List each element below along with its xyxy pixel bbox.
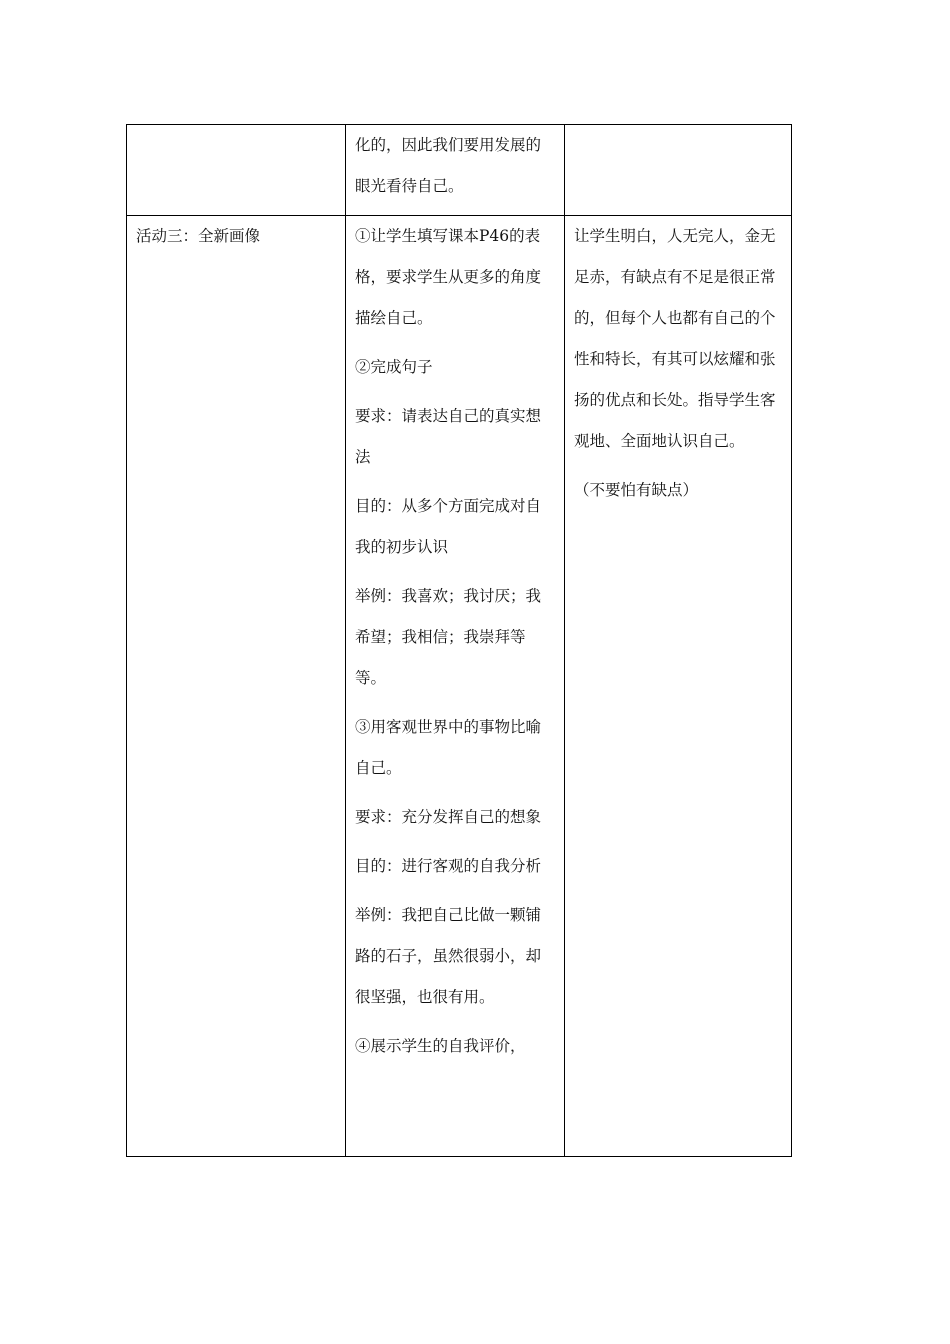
intent-cell [565,216,792,1157]
table-row [127,125,792,216]
process-step: 要求：请表达自己的真实想法 [355,407,542,466]
process-step: 目的：进行客观的自我分析 [355,857,542,875]
process-step: 要求：充分发挥自己的想象 [355,808,542,826]
process-step: 举例：我把自己比做一颗铺路的石子，虽然很弱小，却很坚强，也很有用。 [355,906,542,1006]
activity-name: 活动三：全新画像 [136,227,261,245]
process-step: ②完成句子 [355,358,433,376]
process-step: ①让学生填写课本P46的表格，要求学生从更多的角度描绘自己。 [355,227,542,327]
intent-note: （不要怕有缺点） [574,481,699,499]
table-row [127,216,792,1157]
process-cell [346,125,565,216]
process-step: 举例：我喜欢；我讨厌；我希望；我相信；我崇拜等等。 [355,587,542,687]
process-step: 目的：从多个方面完成对自我的初步认识 [355,497,542,556]
process-step: 化的，因此我们要用发展的眼光看待自己。 [355,136,542,195]
lesson-plan-table [126,124,792,1157]
intent-text: 让学生明白，人无完人，金无足赤，有缺点有不足是很正常的，但每个人也都有自己的个性和特长，有其可以炫耀和张扬的优点和长处。指导学生客观地、全面地认识自己。 [574,227,776,450]
process-cell [346,216,565,1157]
intent-cell [565,125,792,216]
process-step: ③用客观世界中的事物比喻自己。 [355,718,542,777]
process-step: ④展示学生的自我评价， [355,1037,526,1055]
activity-cell [127,125,346,216]
activity-cell [127,216,346,1157]
